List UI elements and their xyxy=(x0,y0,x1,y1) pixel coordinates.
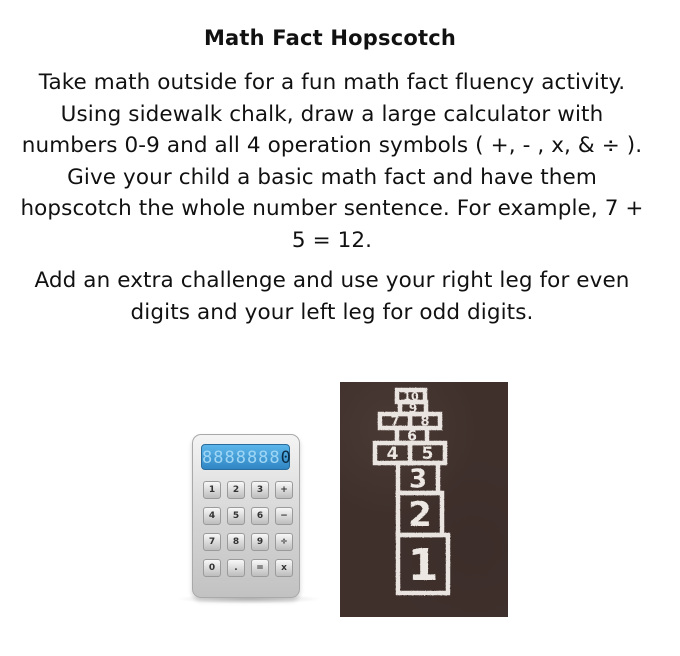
hopscotch-number: 3 xyxy=(408,464,428,495)
hopscotch-number: 9 xyxy=(408,401,418,416)
hopscotch-number: 2 xyxy=(408,495,432,536)
calc-key: . xyxy=(227,559,245,577)
hopscotch-drawing xyxy=(340,382,508,617)
hopscotch-number: 5 xyxy=(421,444,434,465)
calculator-image xyxy=(192,434,300,598)
calc-key: + xyxy=(275,481,293,499)
hopscotch-number: 8 xyxy=(420,414,430,430)
activity-description: Take math outside for a fun math fact fluency activity. Using sidewalk chalk, draw a large calculator with numbers 0-9 and all 4 operation symbols ( +, - , x, & ÷ ). Give your child a basic math fact and have them hopscotch the whole number sentence. For example, 7 + 5 = 12. xyxy=(20,70,644,253)
calc-key: x xyxy=(275,559,293,577)
hopscotch-number: 7 xyxy=(390,414,400,430)
calc-key: 9 xyxy=(251,533,269,551)
calc-key: 6 xyxy=(251,507,269,525)
calc-key: 8 xyxy=(227,533,245,551)
calc-key: 5 xyxy=(227,507,245,525)
calc-key: 2 xyxy=(227,481,245,499)
calculator-keypad xyxy=(203,481,291,577)
calc-key: 0 xyxy=(203,559,221,577)
calc-key: 3 xyxy=(251,481,269,499)
page-title: Math Fact Hopscotch xyxy=(203,26,457,50)
hopscotch-number: 10 xyxy=(403,389,419,403)
extra-challenge-text: Add an extra challenge and use your right leg for even digits and your left leg for odd digits. xyxy=(34,268,630,325)
calc-key: − xyxy=(275,507,293,525)
hopscotch-number: 1 xyxy=(407,539,439,591)
calc-key: 7 xyxy=(203,533,221,551)
calculator-display: 88888880 xyxy=(201,444,290,470)
hopscotch-number: 4 xyxy=(386,444,399,465)
hopscotch-photo xyxy=(340,382,508,617)
calc-key: 4 xyxy=(203,507,221,525)
calc-key: = xyxy=(251,559,269,577)
calc-key: 1 xyxy=(203,481,221,499)
calc-key: ÷ xyxy=(275,533,293,551)
hopscotch-number: 6 xyxy=(407,428,417,445)
